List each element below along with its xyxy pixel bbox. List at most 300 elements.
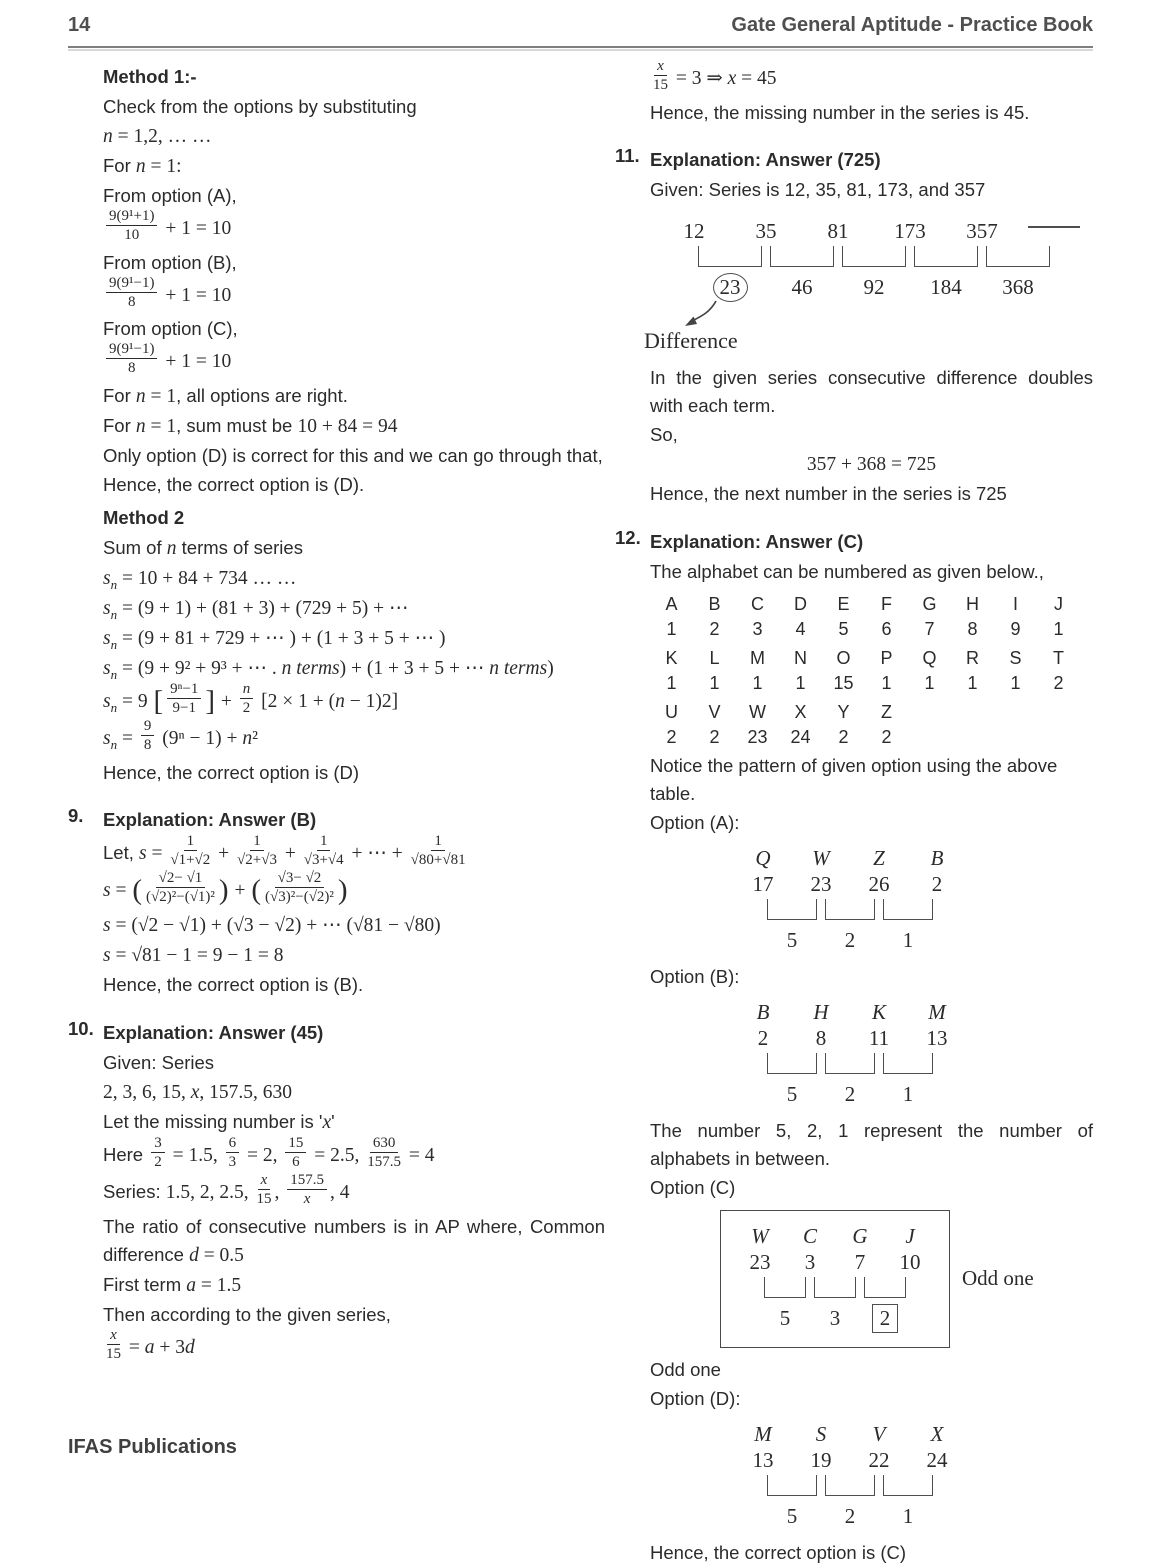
question-10 bbox=[68, 1018, 605, 1368]
subscript: n bbox=[110, 666, 118, 682]
numerator: 9(9¹−1) bbox=[106, 275, 157, 293]
number-cell: 12 bbox=[683, 218, 705, 243]
alphabet-cell: 23 bbox=[747, 726, 768, 747]
math-run: + 1 = 10 bbox=[160, 351, 232, 373]
denominator: 6 bbox=[292, 1153, 300, 1170]
letter-cell: M bbox=[928, 999, 946, 1024]
math-run: = 1.5, bbox=[167, 1144, 223, 1166]
math-run: = 2.5, bbox=[309, 1144, 365, 1166]
math-variable: a bbox=[144, 1336, 155, 1358]
alphabet-cell bbox=[951, 700, 994, 725]
blank-underline bbox=[1028, 226, 1080, 228]
math-run: , bbox=[274, 1182, 285, 1204]
text-line bbox=[103, 382, 605, 411]
number-cell: 11 bbox=[868, 1025, 890, 1050]
question-lines bbox=[650, 364, 1093, 508]
text-line bbox=[650, 1539, 1093, 1567]
subscripted-variable: $s_n$ bbox=[103, 597, 118, 622]
spacer bbox=[734, 899, 763, 900]
bracket bbox=[814, 1277, 856, 1298]
math-run: = 45 bbox=[736, 68, 777, 90]
math-run: = 4 bbox=[404, 1144, 435, 1166]
difference-cell bbox=[821, 925, 879, 955]
numerator: x bbox=[107, 1327, 120, 1345]
alphabet-cell: H bbox=[966, 593, 979, 614]
difference-cell bbox=[982, 272, 1054, 302]
text-run: Hence, the correct option is (D) bbox=[103, 761, 360, 783]
number-cell: 35 bbox=[755, 218, 777, 243]
letter-cell: J bbox=[905, 1223, 915, 1248]
alphabet-cell: B bbox=[708, 593, 721, 614]
diagram-difference-row bbox=[734, 925, 966, 955]
math-run: = bbox=[146, 842, 168, 864]
alphabet-row bbox=[650, 646, 1093, 671]
subscript: n bbox=[110, 576, 118, 592]
alphabet-cell: 1 bbox=[709, 672, 720, 693]
letter-cell: M bbox=[754, 1421, 772, 1446]
difference-cell bbox=[763, 925, 821, 955]
denominator: 2 bbox=[154, 1153, 162, 1170]
math-run: = (9 + 81 + 729 + ⋯ ) + (1 + 3 + 5 + ⋯ ) bbox=[117, 627, 446, 649]
text-run: Sum of bbox=[103, 536, 167, 558]
denominator: 8 bbox=[127, 293, 136, 310]
denominator: 15 bbox=[653, 77, 668, 94]
math-variable: n bbox=[103, 126, 113, 147]
question-body bbox=[644, 145, 1093, 509]
math-run: = (√2 − √1) + (√3 − √2) + ⋯ (√81 − √80) bbox=[110, 914, 441, 936]
text-line bbox=[103, 182, 605, 210]
alphabet-cell bbox=[1037, 700, 1080, 725]
math-run: = 2, bbox=[242, 1144, 283, 1166]
alphabet-cell: M bbox=[750, 647, 765, 668]
alphabet-cell: S bbox=[1009, 647, 1022, 668]
spacer bbox=[734, 1501, 763, 1502]
text-line bbox=[103, 1271, 605, 1300]
numerator: 9ⁿ−1 bbox=[167, 681, 201, 699]
fraction bbox=[287, 1172, 327, 1209]
math-run: + 3 bbox=[154, 1336, 185, 1358]
text-line bbox=[103, 971, 605, 999]
difference-value: 2 bbox=[844, 1081, 856, 1106]
math-run: = 1 bbox=[145, 415, 177, 437]
text-run: For bbox=[103, 414, 136, 436]
question-number: 10. bbox=[68, 1017, 94, 1039]
option-a-diagram bbox=[734, 845, 1093, 955]
odd-one-side-label: Odd one bbox=[962, 1266, 1034, 1290]
alphabet-cell: I bbox=[1012, 593, 1018, 614]
big-bracket: ) bbox=[218, 874, 229, 907]
diagram-bracket-row bbox=[735, 1277, 935, 1298]
text-line bbox=[103, 911, 605, 940]
diagram-number-row bbox=[734, 1447, 966, 1473]
text-line bbox=[103, 208, 605, 248]
difference-value: 1 bbox=[902, 1503, 914, 1528]
text-line bbox=[103, 680, 605, 721]
alphabet-row bbox=[650, 725, 1093, 750]
text-line bbox=[650, 480, 1093, 508]
alphabet-cell: 3 bbox=[752, 618, 763, 639]
alphabet-cell bbox=[908, 700, 951, 725]
difference-cell bbox=[694, 272, 766, 302]
question-9 bbox=[68, 805, 605, 1000]
diagram-inner bbox=[734, 999, 966, 1109]
diagram-number-row bbox=[734, 1025, 966, 1051]
question-body bbox=[650, 527, 1093, 1568]
text-run: Option (D): bbox=[650, 1387, 741, 1409]
math-run: = (9 + 9² + 9³ + ⋯ . bbox=[117, 657, 282, 679]
difference-value: 23 bbox=[713, 273, 748, 302]
text-run: Hence, the correct option is (B). bbox=[103, 973, 364, 995]
numerator: x bbox=[654, 58, 667, 76]
diagram-bracket-row bbox=[734, 1475, 966, 1496]
fraction bbox=[106, 208, 157, 245]
numerator: 9(9¹+1) bbox=[106, 208, 157, 226]
bracket bbox=[986, 246, 1050, 267]
big-bracket: ( bbox=[251, 874, 262, 907]
difference-cell bbox=[763, 1079, 821, 1109]
diagram-number-row bbox=[734, 871, 966, 897]
alphabet-cell bbox=[908, 725, 951, 750]
math-variable: n terms bbox=[281, 657, 340, 679]
math-variable: a bbox=[186, 1274, 196, 1296]
alphabet-number-table bbox=[650, 592, 1093, 750]
bracket bbox=[698, 246, 762, 267]
header-rule bbox=[68, 46, 1093, 48]
difference-cell bbox=[821, 1501, 879, 1531]
diagram-bracket-row bbox=[658, 246, 1090, 267]
math-variable: d bbox=[185, 1336, 195, 1358]
text-run: Hence, the correct option is (C) bbox=[650, 1541, 907, 1563]
fraction bbox=[653, 58, 668, 95]
text-line bbox=[650, 809, 1093, 837]
text-line bbox=[103, 471, 605, 499]
text-run: From option (B), bbox=[103, 251, 237, 273]
number-cell: 173 bbox=[894, 218, 926, 243]
math-variable: n terms bbox=[489, 657, 548, 679]
bracket bbox=[914, 246, 978, 267]
text-run: The number 5, 2, 1 represent the number of alphabets in between. bbox=[650, 1119, 1093, 1169]
difference-cell bbox=[910, 272, 982, 302]
math-run: + bbox=[279, 842, 301, 864]
fraction bbox=[367, 1135, 401, 1172]
text-line bbox=[650, 752, 1093, 808]
text-run: The ratio of consecutive numbers is in AP where, Common difference bbox=[103, 1215, 605, 1265]
number-cell: 13 bbox=[752, 1447, 774, 1472]
big-bracket: [ bbox=[153, 684, 164, 717]
series-difference-diagram bbox=[644, 218, 1093, 356]
text-line bbox=[103, 249, 605, 277]
diagram-letter-row bbox=[734, 845, 966, 871]
letter-cell: B bbox=[930, 845, 944, 870]
alphabet-cell: 2 bbox=[1053, 672, 1064, 693]
text-run: For bbox=[103, 155, 136, 176]
alphabet-row bbox=[650, 671, 1093, 696]
number-cell: 24 bbox=[926, 1447, 948, 1472]
question10-continuation bbox=[615, 58, 1093, 127]
text-line bbox=[103, 152, 605, 181]
question-heading: Explanation: Answer (725) bbox=[650, 148, 881, 170]
difference-value: 1 bbox=[902, 927, 914, 952]
math-variable: n bbox=[166, 537, 177, 559]
diagram-letter-row bbox=[734, 999, 966, 1025]
alphabet-cell: V bbox=[708, 701, 721, 722]
alphabet-cell: 4 bbox=[795, 618, 806, 639]
alphabet-cell: 7 bbox=[924, 618, 935, 639]
number-cell: 7 bbox=[854, 1249, 866, 1274]
difference-value: 2 bbox=[844, 927, 856, 952]
text-line bbox=[650, 176, 1093, 204]
letter-cell: K bbox=[871, 999, 886, 1024]
text-line bbox=[650, 1117, 1093, 1173]
letter-cell: V bbox=[872, 1421, 886, 1446]
fraction bbox=[240, 681, 254, 718]
fraction bbox=[106, 341, 157, 378]
letter-cell: X bbox=[930, 1421, 944, 1446]
text-line bbox=[103, 654, 605, 683]
math-run: = (9 + 1) + (81 + 3) + (729 + 5) + ⋯ bbox=[117, 597, 409, 619]
text-line bbox=[103, 759, 605, 787]
bracket bbox=[842, 246, 906, 267]
difference-value: 1 bbox=[902, 1081, 914, 1106]
text-line bbox=[650, 58, 1093, 98]
math-run: ² bbox=[252, 728, 258, 750]
alphabet-cell bbox=[994, 700, 1037, 725]
denominator: (√2)²−(√1)² bbox=[146, 889, 215, 906]
right-column bbox=[615, 60, 1093, 1568]
fraction bbox=[304, 833, 344, 870]
math-run: + 1 = 10 bbox=[160, 218, 232, 240]
text-line bbox=[103, 93, 605, 121]
text-run: ' bbox=[331, 1110, 335, 1132]
numerator: 1 bbox=[317, 833, 331, 851]
option-b-diagram bbox=[734, 999, 1093, 1109]
question-11 bbox=[615, 145, 1093, 509]
math-run: 1.5, 2, 2.5, bbox=[165, 1182, 254, 1204]
subscript: n bbox=[110, 606, 118, 622]
text-line bbox=[650, 1356, 1093, 1384]
denominator: 9−1 bbox=[172, 699, 196, 716]
text-line bbox=[103, 624, 605, 653]
text-run: Only option (D) is correct for this and we can go through that, bbox=[103, 444, 603, 466]
alphabet-cell: 6 bbox=[881, 618, 892, 639]
math-run: = 1: bbox=[145, 156, 182, 177]
question-heading: Explanation: Answer (B) bbox=[103, 808, 317, 830]
subscripted-variable: $s_n$ bbox=[103, 728, 118, 753]
difference-arrow-row bbox=[644, 302, 1090, 356]
subscripted-variable: $s_n$ bbox=[103, 567, 118, 592]
number-cell: 81 bbox=[827, 218, 849, 243]
spacer bbox=[658, 246, 694, 247]
alphabet-cell bbox=[951, 725, 994, 750]
math-run: = 9 bbox=[117, 690, 153, 712]
alphabet-cell: 24 bbox=[790, 726, 811, 747]
alphabet-cell: 2 bbox=[838, 726, 849, 747]
text-line bbox=[650, 1385, 1093, 1413]
numerator: 630 bbox=[370, 1135, 399, 1153]
math-variable: n bbox=[135, 156, 146, 177]
numerator: 1 bbox=[431, 833, 445, 851]
alphabet-cell: 2 bbox=[881, 726, 892, 747]
letter-cell: W bbox=[812, 845, 830, 870]
alphabet-cell: R bbox=[966, 647, 979, 668]
diagram-bracket-row bbox=[734, 899, 966, 920]
math-run: , 4 bbox=[329, 1182, 350, 1204]
diagram-inner bbox=[734, 1421, 966, 1531]
fraction bbox=[141, 718, 155, 755]
bracket bbox=[770, 246, 834, 267]
option-c-row bbox=[720, 1210, 1093, 1348]
text-line bbox=[103, 1134, 605, 1175]
letter-cell: Q bbox=[755, 845, 771, 870]
bracket bbox=[767, 1475, 817, 1496]
numerator: 157.5 bbox=[287, 1172, 327, 1190]
text-run: From option (A), bbox=[103, 185, 237, 206]
text-line bbox=[103, 718, 605, 758]
math-run: , 157.5, 630 bbox=[199, 1081, 293, 1103]
text-line bbox=[650, 99, 1093, 127]
alphabet-cell: 9 bbox=[1010, 618, 1021, 639]
left-column bbox=[68, 60, 605, 1568]
diagram-inner bbox=[720, 1210, 950, 1348]
blank-cell bbox=[1018, 218, 1090, 244]
difference-cell bbox=[821, 1079, 879, 1109]
math-variable: s bbox=[103, 880, 111, 902]
text-run: First term bbox=[103, 1273, 187, 1295]
alphabet-row bbox=[650, 700, 1093, 725]
text-line bbox=[650, 421, 1093, 449]
math-run: = 0.5 bbox=[198, 1244, 244, 1266]
fraction bbox=[411, 833, 466, 870]
fraction bbox=[167, 681, 201, 718]
denominator: 157.5 bbox=[367, 1153, 401, 1170]
math-run: + ⋯ + bbox=[346, 842, 408, 864]
number-cell: 2 bbox=[931, 871, 943, 896]
fraction bbox=[237, 833, 277, 870]
subscripted-variable: $s_n$ bbox=[103, 627, 118, 652]
text-line bbox=[103, 341, 605, 381]
question-lines bbox=[650, 1539, 1093, 1567]
alphabet-cell: L bbox=[709, 647, 720, 668]
math-variable: x bbox=[727, 68, 737, 90]
alphabet-cell: W bbox=[749, 701, 766, 722]
diagram-inner bbox=[734, 845, 966, 955]
math-run: (9ⁿ − 1) + bbox=[157, 728, 243, 750]
alphabet-cell: U bbox=[665, 701, 678, 722]
alphabet-cell: 8 bbox=[967, 618, 978, 639]
fraction bbox=[106, 1327, 121, 1364]
alphabet-cell: 15 bbox=[833, 672, 854, 693]
text-line bbox=[103, 1326, 605, 1367]
math-run: + bbox=[213, 842, 235, 864]
numerator: √2− √1 bbox=[156, 870, 206, 888]
numerator: √3− √2 bbox=[275, 870, 325, 888]
question-body bbox=[103, 805, 605, 1000]
math-run: = bbox=[110, 880, 132, 902]
numerator: 6 bbox=[226, 1135, 240, 1153]
text-line bbox=[103, 315, 605, 343]
spacer bbox=[734, 1475, 763, 1476]
numerator: x bbox=[258, 1172, 271, 1190]
alphabet-row bbox=[650, 592, 1093, 617]
alphabet-cell: 1 bbox=[1010, 672, 1021, 693]
number-cell: 23 bbox=[810, 871, 832, 896]
alphabet-cell: Q bbox=[922, 647, 937, 668]
difference-value: 3 bbox=[829, 1305, 841, 1330]
text-run: Hence, the next number in the series is 725 bbox=[650, 482, 1007, 504]
number-cell: 23 bbox=[749, 1249, 771, 1274]
text-run: Series: bbox=[103, 1181, 166, 1203]
alphabet-cell: 1 bbox=[795, 672, 806, 693]
fraction bbox=[285, 1135, 306, 1172]
fraction bbox=[151, 1135, 165, 1172]
math-variable: n bbox=[242, 728, 253, 750]
letter-cell: H bbox=[813, 999, 829, 1024]
text-line bbox=[103, 1049, 605, 1077]
alphabet-cell: Z bbox=[881, 701, 892, 722]
alphabet-cell: A bbox=[665, 593, 678, 614]
page-header bbox=[68, 14, 1093, 37]
numerator: 9 bbox=[141, 718, 155, 736]
bracket bbox=[767, 899, 817, 920]
text-line bbox=[103, 1172, 605, 1212]
difference-value: 92 bbox=[863, 274, 885, 299]
math-run: = bbox=[117, 728, 138, 750]
question-heading: Explanation: Answer (45) bbox=[103, 1021, 324, 1043]
difference-value: 2 bbox=[844, 1503, 856, 1528]
number-cell: 19 bbox=[810, 1447, 832, 1472]
text-run: So, bbox=[650, 423, 678, 445]
diagram-difference-row bbox=[658, 272, 1090, 302]
math-run: + bbox=[229, 880, 251, 902]
number-cell: 357 bbox=[966, 218, 998, 243]
denominator: 8 bbox=[143, 737, 152, 754]
book-title: Gate General Aptitude - Practice Book bbox=[731, 14, 1093, 36]
question-12 bbox=[615, 527, 1093, 1568]
denominator: 2 bbox=[242, 699, 251, 716]
text-line bbox=[650, 1174, 1093, 1202]
text-line bbox=[103, 274, 605, 315]
bracket bbox=[825, 1053, 875, 1074]
text-line bbox=[103, 1301, 605, 1329]
text-line bbox=[103, 412, 605, 441]
text-run: For bbox=[103, 384, 136, 406]
denominator: 8 bbox=[127, 360, 136, 377]
text-run: Check from the options by substituting bbox=[103, 96, 417, 117]
big-bracket: ] bbox=[205, 684, 215, 717]
difference-cell bbox=[879, 1501, 937, 1531]
bracket bbox=[764, 1277, 806, 1298]
math-run: [2 × 1 + ( bbox=[256, 690, 336, 712]
question-lines bbox=[103, 1049, 605, 1367]
alphabet-cell: X bbox=[794, 701, 807, 722]
difference-cell bbox=[860, 1303, 910, 1333]
difference-value: 5 bbox=[786, 1081, 798, 1106]
fraction bbox=[170, 833, 210, 870]
spacer bbox=[658, 272, 694, 273]
question-lines bbox=[650, 176, 1093, 204]
math-run: 357 + 368 = 725 bbox=[806, 453, 937, 475]
difference-cell bbox=[763, 1501, 821, 1531]
fraction bbox=[106, 275, 157, 312]
text-run: From option (C), bbox=[103, 318, 238, 339]
alphabet-cell: P bbox=[880, 647, 893, 668]
denominator: √1+√2 bbox=[170, 851, 211, 868]
question-heading: Explanation: Answer (C) bbox=[650, 530, 864, 552]
difference-value: 5 bbox=[779, 1305, 791, 1330]
numerator: 15 bbox=[285, 1135, 306, 1153]
alphabet-cell: Y bbox=[837, 701, 850, 722]
text-run: Notice the pattern of given option using the above table. bbox=[650, 754, 1058, 804]
